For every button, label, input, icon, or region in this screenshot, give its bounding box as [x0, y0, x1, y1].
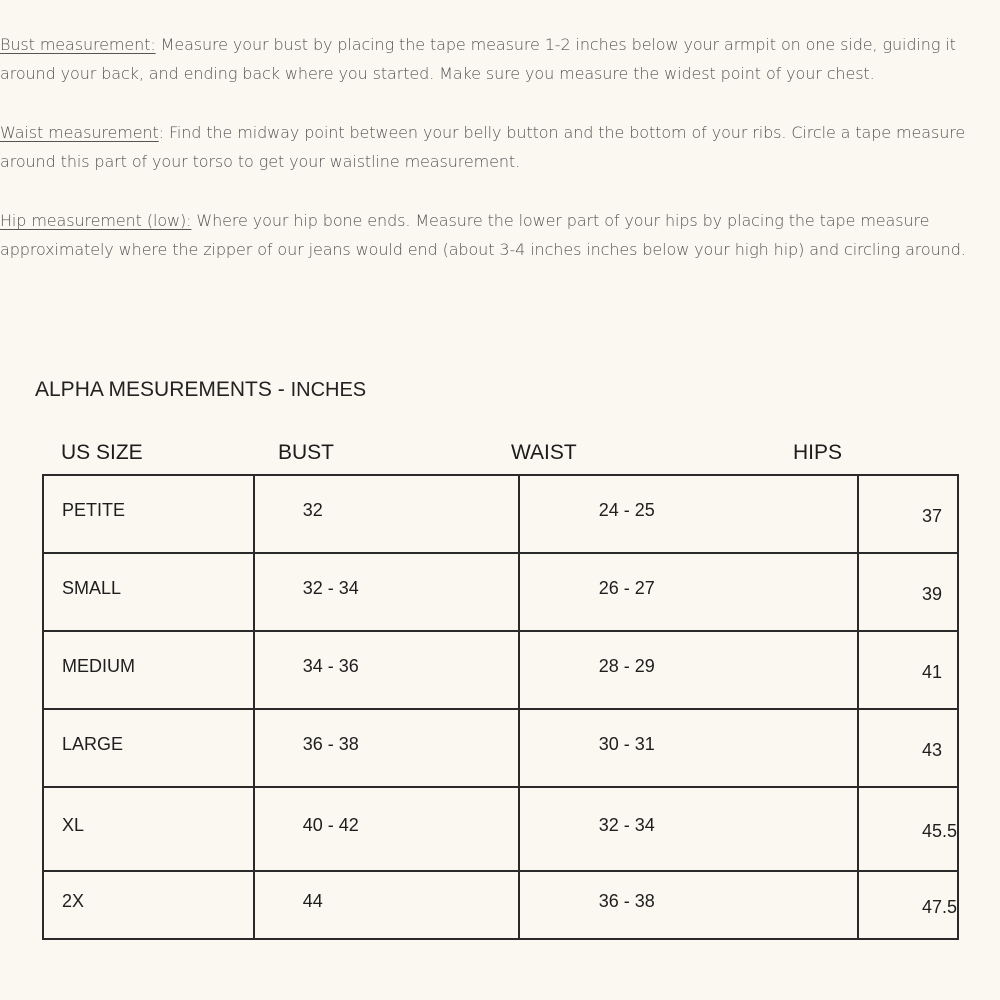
- hip-instruction: [0, 206, 1000, 264]
- hips-cell: 45.5: [858, 787, 958, 871]
- bust-instruction-line-1: [0, 30, 1000, 59]
- hip-text-2: approximately where the zipper of our jeans would end (about 3-4 inches inches below your high hip) and circling around.: [0, 240, 966, 259]
- bust-text-2: around your back, and ending back where you started. Make sure you measure the widest point of your chest.: [0, 64, 875, 83]
- waist-cell: 24 - 25: [519, 475, 858, 553]
- hip-term: Hip measurement (low):: [0, 211, 192, 230]
- column-header-bust: BUST: [278, 441, 335, 464]
- hips-cell: 39: [858, 553, 958, 631]
- table-row: [43, 475, 958, 553]
- size-cell: SMALL: [43, 553, 254, 631]
- waist-text-2: around this part of your torso to get your waistline measurement.: [0, 152, 521, 171]
- hips-cell: 47.5: [858, 871, 958, 939]
- waist-cell: 28 - 29: [519, 631, 858, 709]
- measurement-instructions: [0, 30, 1000, 294]
- size-chart-title-separator: -: [271, 378, 291, 401]
- size-chart-title-text: ALPHA MESUREMENTS: [35, 378, 272, 401]
- table-row: [43, 709, 958, 787]
- table-row: [43, 871, 958, 939]
- bust-instruction: [0, 30, 1000, 88]
- bust-text-1: Measure your bust by placing the tape measure 1-2 inches below your armpit on one side, guiding it: [155, 35, 956, 54]
- hips-cell: 43: [858, 709, 958, 787]
- waist-cell: 32 - 34: [519, 787, 858, 871]
- hips-cell: 41: [858, 631, 958, 709]
- size-cell: 2X: [43, 871, 254, 939]
- hip-instruction-line-1: [0, 206, 1000, 235]
- bust-cell: 32: [254, 475, 519, 553]
- size-cell: XL: [43, 787, 254, 871]
- bust-cell: 36 - 38: [254, 709, 519, 787]
- waist-text-1: : Find the midway point between your belly button and the bottom of your ribs. Circle a tape measure: [158, 123, 966, 142]
- bust-cell: 44: [254, 871, 519, 939]
- size-chart-title: [35, 378, 366, 402]
- bust-term: Bust measurement:: [0, 35, 156, 54]
- size-chart-table: [42, 474, 959, 940]
- waist-term: Waist measurement: [0, 123, 159, 142]
- table-row: [43, 787, 958, 871]
- waist-instruction: [0, 118, 1000, 176]
- waist-cell: 30 - 31: [519, 709, 858, 787]
- bust-cell: 34 - 36: [254, 631, 519, 709]
- size-chart-unit: INCHES: [290, 379, 367, 401]
- size-cell: MEDIUM: [43, 631, 254, 709]
- bust-cell: 40 - 42: [254, 787, 519, 871]
- waist-cell: 26 - 27: [519, 553, 858, 631]
- column-header-hips: HIPS: [793, 441, 843, 464]
- waist-instruction-line-1: [0, 118, 1000, 147]
- bust-cell: 32 - 34: [254, 553, 519, 631]
- table-row: [43, 631, 958, 709]
- size-cell: PETITE: [43, 475, 254, 553]
- hip-text-1: Where your hip bone ends. Measure the lower part of your hips by placing the tape measure: [191, 211, 930, 230]
- table-row: [43, 553, 958, 631]
- waist-cell: 36 - 38: [519, 871, 858, 939]
- column-header-waist: WAIST: [511, 441, 577, 464]
- hips-cell: 37: [858, 475, 958, 553]
- column-header-us-size: US SIZE: [61, 441, 143, 464]
- size-cell: LARGE: [43, 709, 254, 787]
